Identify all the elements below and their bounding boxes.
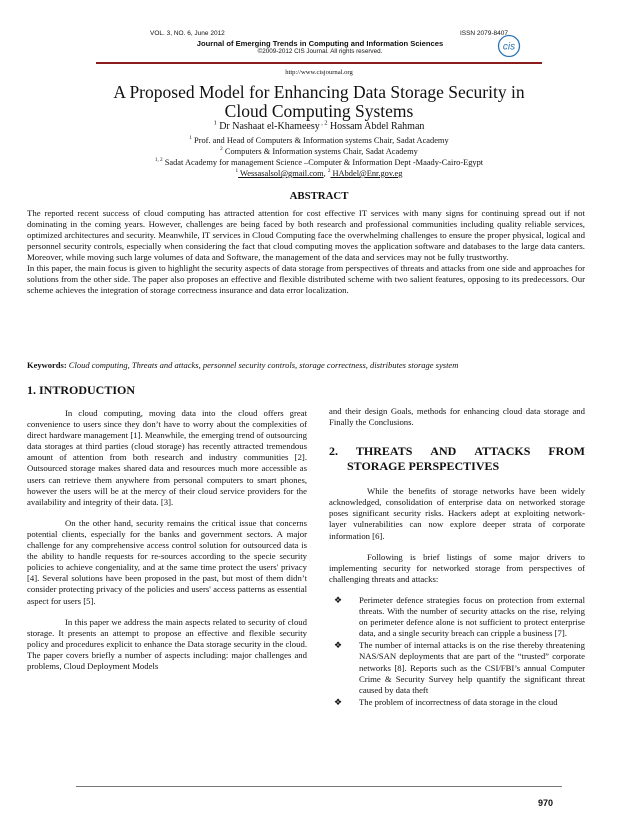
- abstract-heading: ABSTRACT: [289, 190, 349, 202]
- copyright: ©2009-2012 CIS Journal. All rights reserved.: [257, 48, 383, 55]
- section-1-heading: 1. INTRODUCTION: [27, 383, 136, 397]
- keywords: [27, 360, 585, 371]
- left-column: [27, 408, 307, 682]
- intro-paragraph-1: In cloud computing, moving data into the cloud offers great convenience to users since they don’t have to worry about the complexities of direct hardware management [1]. Meanwhile, the emerging trend of outsourcing data storages at third parties (cloud storage) has recently attracted tremendous amount of attention from both research and industry communities [2]. Outsourced storage makes shared data and resources much more accessible as users can retrieve them anywhere from personal computers to smart phones, however the users will be at the mercy of their cloud service providers for the availability and integrity of their data. [3].: [27, 408, 307, 507]
- author2-sup: 2: [322, 119, 328, 127]
- section-2-paragraph-2: Following is brief listings of some major drivers to implementing security for networked storage from perspectives of challenging threats and attacks:: [329, 551, 585, 584]
- footer-rule: [76, 786, 562, 787]
- author-emails: [0, 169, 638, 178]
- abstract-paragraph-1: The reported recent success of cloud computing has attracted attention for cost effective IT services with many signs for continuing spread out if not dominating in the coming years. However, challenges are being faced by both research and professional communities including quality reliable services, optimized architectures and security. Meanwhile, IT services in Cloud Computing face the overwhelming challenges to ensure the proper physical, logical and personnel security controls, especially when considering the fact that cloud computing moves the application software and databases to the large data canters. Moreover, while moving such large volumes of data and Software, the management of the data and services may not be fully trustworthy.: [27, 208, 585, 262]
- email-separator: ,: [323, 169, 328, 178]
- list-item: [329, 595, 585, 639]
- email-link-1[interactable]: Wessasalsol@gmail.com: [238, 169, 324, 178]
- intro-paragraph-2: On the other hand, security remains the critical issue that concerns potential clients, especially for the banks and government sectors. A major challenge for any comprehensive access control solution for outsourced data is the ability to handle requests for re-sources according to the specie security policies to achieve congeniality, and at the same time protect the users' privacy [4]. Several solutions have been proposed in the past, but most of them didn’t consider protecting privacy of the policies and users' access patterns as essential aspect for users [5].: [27, 517, 307, 606]
- bullet-text: The problem of incorrectness of data storage in the cloud: [359, 696, 558, 707]
- author-separator: ,: [319, 119, 323, 127]
- affiliation-1-text: Prof. and Head of Computers & Information systems Chair, Sadat Academy: [191, 136, 449, 145]
- affiliation-1: [0, 136, 638, 145]
- section-2-word-1: THREATS: [355, 444, 413, 459]
- header-rule: [96, 62, 542, 64]
- bullet-text: The number of internal attacks is on the rise thereby threatening NAS/SAN deployments that are part of the “trusted” corporate networks [8]. Reports such as the CSI/FBI’s annual Computer Crime & Security Survey help quantify the significant threat caused by data theft: [359, 640, 585, 695]
- section-2-word-2: AND: [430, 444, 457, 459]
- paper-title: [60, 83, 578, 121]
- keywords-label: Keywords:: [27, 360, 67, 370]
- diamond-bullet-icon: ❖: [334, 594, 343, 605]
- cis-logo-icon: [494, 34, 524, 58]
- author1-sup: 1: [213, 119, 217, 127]
- bullet-text: Perimeter defence strategies focus on protection from external threats. With the number of security attacks on the rise, relying on perimeter defence alone is not sufficient to protect enterprise data, and a single security breach can cripple a business [7].: [359, 594, 585, 639]
- section-2-num: 2.: [329, 444, 338, 459]
- affiliation-3-text: Sadat Academy for management Science –Computer & Information Dept -Maady-Cairo-Egypt: [162, 158, 484, 167]
- list-item: [329, 697, 585, 708]
- diamond-bullet-icon: ❖: [334, 696, 343, 707]
- section-2-word-3: ATTACKS: [474, 444, 531, 459]
- list-item: [329, 640, 585, 695]
- section-2-word-4: FROM: [548, 444, 585, 459]
- intro-paragraph-3: In this paper we address the main aspects related to security of cloud storage. It presents an attempt to propose an effective and flexible security policy and procedures explicit to enhance the Data storage security in the cloud. The paper covers briefly a number of aspects including: major challenges and problems, Cloud Deployment Models: [27, 616, 307, 671]
- email-2-sup: 2: [327, 168, 331, 175]
- keywords-text: Cloud computing, Threats and attacks, personnel security controls, storage correctness, distributes storage system: [66, 360, 459, 370]
- authors: [0, 121, 638, 132]
- affiliation-2-text: Computers & Information systems Chair, Sadat Academy: [222, 147, 418, 156]
- intro-paragraph-4: and their design Goals, methods for enhancing cloud data storage and Finally the Conclusions.: [329, 406, 585, 428]
- right-column: [329, 406, 585, 709]
- abstract-paragraph-2: In this paper, the main focus is given to highlight the security aspects of data storage from perspectives of threats and attacks from one side and approaches for solutions from the other side. The paper also proposes an effective and flexible distributed scheme with two salient features, opposing to its predecessors. Our scheme achieves the integration of storage correctness insurance and data error localization.: [27, 263, 585, 295]
- issn: ISSN 2079-8407: [459, 30, 508, 37]
- abstract-body: [27, 208, 585, 296]
- diamond-bullet-icon: ❖: [334, 640, 343, 651]
- section-2-paragraph-1: While the benefits of storage networks have been widely acknowledged, consolidation of enterprise data on networked storage poses significant security risks. Hackers adept at exploiting network-layer vulnerabilities can now explore deeper strata of corporate information [6].: [329, 486, 585, 541]
- affiliation-3: [0, 158, 638, 167]
- affiliation-1-sup: 1: [189, 135, 192, 142]
- author-1: Dr Nashaat el-Khameesy: [216, 121, 320, 132]
- journal-name: Journal of Emerging Trends in Computing and Information Sciences: [196, 39, 444, 48]
- affiliation-2-sup: 2: [220, 146, 223, 153]
- section-2-heading-line-2: STORAGE PERSPECTIVES: [347, 459, 500, 474]
- author-2: Hossam Abdel Rahman: [327, 121, 425, 132]
- section-2-heading: [329, 444, 585, 474]
- page-number: 970: [538, 798, 554, 808]
- volume-info: VOL. 3, NO. 6, June 2012: [150, 30, 225, 37]
- threats-list: [329, 595, 585, 708]
- affiliation-3-sup: 1, 2: [154, 157, 163, 164]
- affiliation-2: [0, 147, 638, 156]
- email-link-2[interactable]: HAbdel@Enr.gov.eg: [330, 169, 403, 178]
- email-1-sup: 1: [235, 168, 239, 175]
- title-line-2: Cloud Computing Systems: [224, 101, 414, 121]
- logo-text: cis: [502, 41, 516, 53]
- title-line-1: A Proposed Model for Enhancing Data Storage Security in: [113, 82, 525, 102]
- journal-url: http://www.cisjournal.org: [285, 69, 353, 76]
